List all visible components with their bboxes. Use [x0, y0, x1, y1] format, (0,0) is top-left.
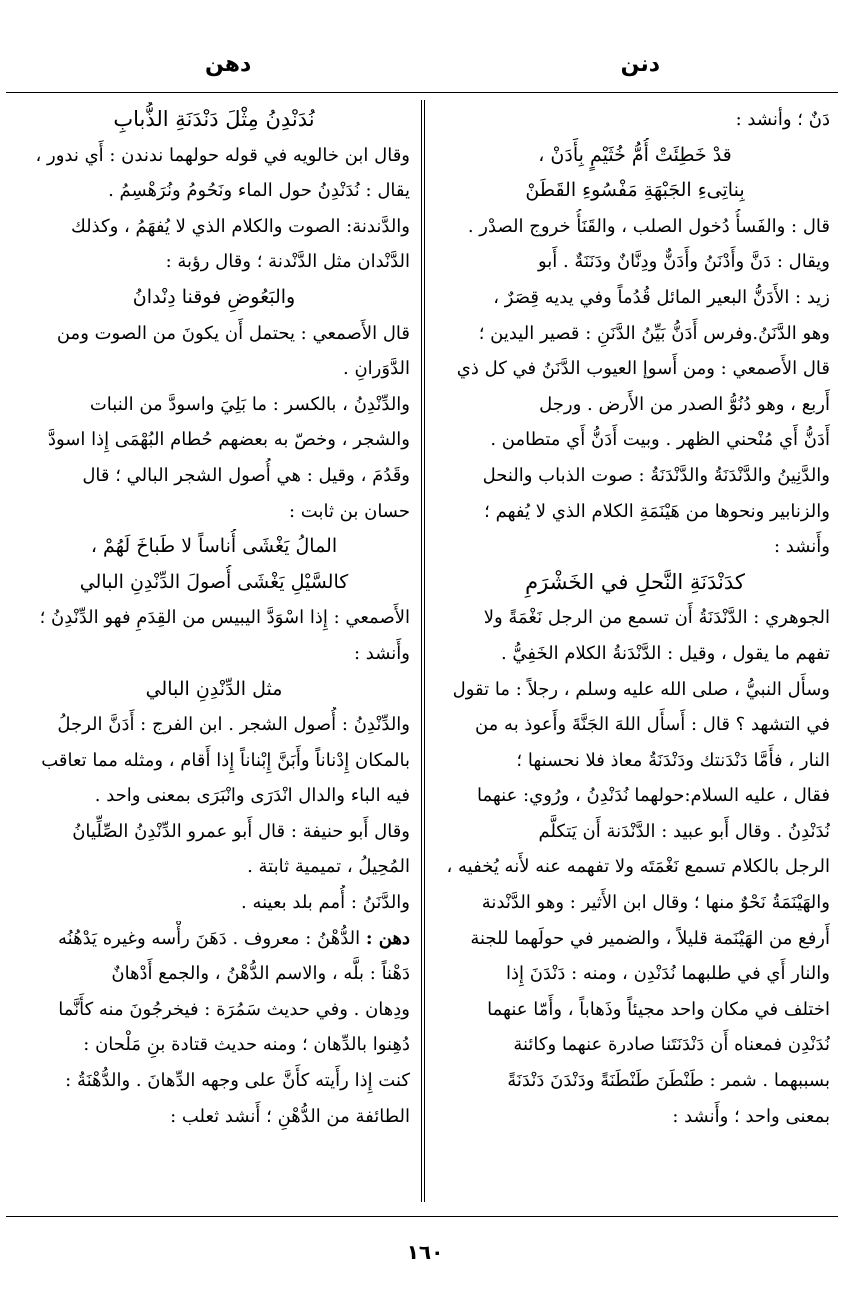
text-line: المُحِيلُ ، تميمية ثابتة .	[247, 856, 410, 878]
text-line: وسأَل النبيُّ ، صلى الله عليه وسلم ، رجلاً : ما تقول	[452, 678, 830, 700]
header-rule	[6, 92, 838, 93]
footer-rule	[6, 1216, 838, 1217]
text-line: الأَصمعي : إِذا اسْوَدَّ اليبيس من القِدَمِ فهو الدِّنْدِنُ ؛	[39, 607, 410, 629]
text-line: والنار أَي في طلبهما نُدَنْدِن ، ومنه : دَنْدَنَ إِذا	[505, 963, 830, 985]
text-line: اختلف في مكان واحد مجيئاً وذَهاباً ، وأَمّا عنهما	[487, 998, 830, 1020]
verse-line: والبَعُوضِ فوقنا دِنْدانُ	[132, 285, 296, 308]
text-line	[18, 921, 410, 957]
text-line: كنت إِذا رأَيته كأَنَّ على وجهه الدِّهانَ . والدُّهْنَةُ :	[65, 1070, 410, 1092]
text-line: قال الأَصمعي : يحتمل أَن يكونَ من الصوت ومن	[56, 322, 410, 344]
verse-line: بِناتِىءِ الجَبْهَةِ مَفْسُوءِ القَطَنْ	[525, 179, 745, 202]
text-line: دَنٌ ؛ وأنشد :	[735, 109, 830, 130]
text-line: ويقال : دَنَّ وأَدْنَنُ وأَدَنٌّ ودِنَّانٌ ودَنَنَةٌ . أَبو	[537, 251, 830, 273]
verse-line: قدْ خَطِئَتْ أُمُّ خُثَيْمٍ بِأَدَنْ ،	[538, 143, 732, 166]
text-line: وقال أَبو حنيفة : قال أَبو عمرو الدِّنْدِنُ الصِّلِّيانُ	[72, 820, 410, 842]
text-line: بمعنى واحد ؛ وأَنشد :	[672, 1105, 830, 1127]
text-line: أَرفع من الهَيْنَمة قليلاً ، والضمير في حولَهما للجنة	[470, 927, 830, 949]
right-running-headword: دنن	[620, 52, 660, 77]
text-line: بسببهما . شمر : طَنْطَنَ طَنْطَنَةً ودَنْدَنَ دَنْدَنَةً	[507, 1070, 830, 1092]
page-header	[0, 52, 850, 92]
left-text-column	[18, 102, 410, 1207]
text-line: حسان بن ثابت :	[288, 500, 410, 522]
text-line: والدَّنَنُ : أُمم بلد بعينه .	[241, 892, 410, 914]
text-line: وقال ابن خالويه في قوله حولهما ندندن : أَي ندور ،	[35, 144, 410, 166]
entry-text: الدُّهْنُ : معروف . دَهَنَ رأْسه وغيره يَدْهُنُه	[58, 927, 366, 949]
text-line: فيه الباء والدال انْدَرَى وانْبَرَى بمعنى واحد .	[94, 785, 410, 807]
verse-line: نُدَنْدِنُ مِثْلَ دَنْدَنَةِ الذُّبابِ	[113, 107, 315, 131]
text-line: الجوهري : الدَّنْدَنَةُ أَن تسمع من الرجل نَغْمَةً ولا	[483, 607, 830, 629]
verse-line: كالسَّيْلِ يَغْشَى أُصولَ الدِّنْدِنِ البالي	[79, 570, 349, 593]
text-line: دَهْناً : بلَّه ، والاسم الدُّهْنُ ، والجمع أَدْهانٌ	[111, 963, 410, 985]
text-line: قال الأَصمعي : ومن أَسوإ العيوب الدَّنَنُ في كل ذي	[456, 358, 830, 380]
right-text-column	[440, 102, 830, 1207]
text-line: قال : والفَسأُ دُخول الصلب ، والقَنَأُ خروج الصدْر .	[467, 215, 830, 237]
text-line: نُدَنْدِن فمعناه أَن دَنْدَنَتَنا صادرة عنهما وكائنة	[513, 1034, 830, 1056]
text-line: في التشهد ؟ قال : أَسأَل اللهَ الجَنَّةَ وأَعوذ به من	[474, 714, 830, 736]
text-line: أَربع ، وهو دُنُوُّ الصدر من الأَرض . ورجل	[539, 393, 830, 415]
text-line: والدَّنِينُ والدَّنْدَنَةُ والدَّنْدَنَةُ : صوت الذباب والنحل	[482, 464, 830, 486]
text-line: والشجر ، وخصّ به بعضهم حُطام البُهْمَى إِذا اسودَّ	[47, 429, 410, 451]
text-line: النار ، فأَمَّا دَنْدَنتك ودَنْدَنَةُ معاذ فلا نحسنها ؛	[516, 749, 830, 771]
text-line: وهو الدَّنَنُ.وفرس أَدَنُّ بَيِّنُ الدَّنَنِ : قصير اليدين ؛	[478, 322, 830, 344]
left-running-headword: دهن	[205, 52, 252, 77]
text-line: الطائفة من الدُّهْنِ ؛ أَنشد ثعلب :	[170, 1105, 410, 1127]
text-line: والزنابير ونحوها من هَيْنَمَةِ الكلام الذي لا يُفهم ؛	[484, 500, 830, 522]
text-line: وقَدُمَ ، وقيل : هي أُصول الشجر البالي ؛ قال	[82, 464, 410, 486]
text-line: وأَنشد :	[354, 642, 410, 664]
text-line: والدَّندنة: الصوت والكلام الذي لا يُفهَمُ ، وكذلك	[70, 215, 410, 237]
text-line: والدِّنْدِنُ ، بالكسر : ما بَلِيَ واسودَّ من النبات	[89, 393, 410, 415]
text-line: والهَيْنَمَةُ نَحْوٌ منها ؛ وقال ابن الأَثير : وهو الدَّنْدنة	[481, 892, 830, 914]
text-line: ودِهان . وفي حديث سَمُرَة : فيخرجُونَ منه كأَنَّما	[58, 998, 410, 1020]
text-line: الدَّوَرانِ .	[343, 358, 410, 380]
text-line: وأَنشد :	[774, 536, 830, 558]
text-line: بالمكان إِدْناناً وأَبَنَّ إِبْناناً إِذا أَقام ، ومثله مما تعاقب	[41, 749, 410, 771]
verse-line: كدَنْدَنَةِ النَّحلِ في الخَشْرَمِ	[525, 569, 745, 594]
entry-headword: دهن :	[365, 927, 410, 949]
text-line: نُدَنْدِنُ . وقال أَبو عبيد : الدَّنْدَنة أَن يَتكلَّم	[538, 820, 830, 842]
text-line: والدِّنْدِنُ : أُصول الشجر . ابن الفرج : أَدَنَّ الرجلُ	[57, 714, 410, 736]
text-line: تفهم ما يقول ، وقيل : الدَّنْدَنةُ الكلام الخَفِيُّ .	[500, 642, 830, 664]
text-line: دُهِنوا بالدِّهان ؛ ومنه حديث قتادة بنِ مَلْحان :	[83, 1034, 410, 1056]
text-line: الرجل بالكلام تسمع نَغْمَتَه ولا تفهمه عنه لأَنه يُخفيه ،	[446, 856, 830, 878]
page-number: ١٦٠	[406, 1240, 444, 1264]
text-line: أَدَنُّ أَي مُنْحني الظهر . وبيت أَدَنُّ أَي متطامن .	[490, 429, 830, 451]
text-line: الدَّنْدان مثل الدَّنْدنة ؛ وقال رؤبة :	[165, 251, 410, 273]
verse-line: المالُ يَغْشَى أُناساً لا طَباخَ لَهُمْ ،	[90, 535, 338, 558]
text-line: يقال : نُدَنْدِنُ حول الماء ونَحُومُ ونُرَهْسِمُ .	[108, 180, 410, 202]
column-divider	[421, 100, 425, 1202]
text-line: فقال ، عليه السلام:حولهما نُدَنْدِنُ ، ورُوي: عنهما	[476, 785, 830, 807]
text-line: زيد : الأَدَنُّ البعير المائل قُدُماً وفي يديه قِصَرٌ ،	[493, 286, 830, 308]
verse-line: مثل الدِّنْدِنِ البالي	[145, 677, 283, 700]
